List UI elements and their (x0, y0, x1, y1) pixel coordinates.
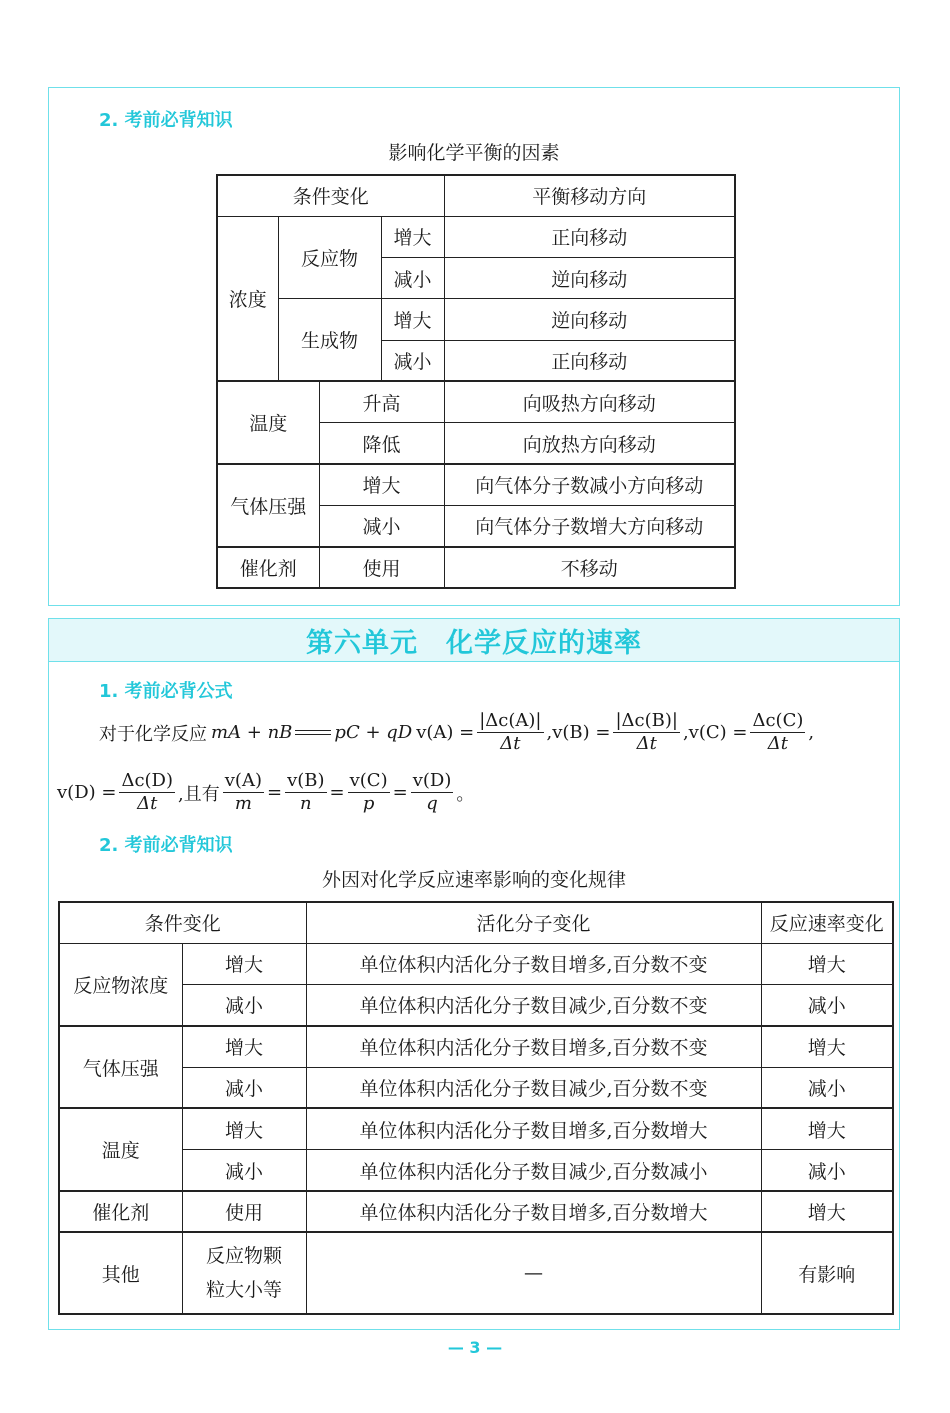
rate-label-a: v(A) = (416, 722, 475, 743)
ratio-a (223, 771, 264, 814)
numerator: Δc(D) (121, 770, 174, 791)
equilibrium-factors-table (216, 174, 736, 589)
fraction-rate-c (750, 711, 805, 754)
rate-cell: 增大 (761, 943, 893, 984)
header-cell: 平衡移动方向 (444, 175, 735, 216)
condition-cell: 减小 (182, 1067, 306, 1108)
unit-header (49, 619, 899, 662)
fraction-rate-d (119, 771, 175, 814)
result-cell: 不移动 (444, 547, 735, 588)
rate-formula-line1 (99, 711, 814, 754)
and-text: ,且有 (178, 783, 220, 805)
table-row (59, 1191, 893, 1232)
condition-cell: 减小 (182, 1150, 306, 1191)
condition-cell: 使用 (182, 1191, 306, 1232)
result-cell: 逆向移动 (444, 299, 735, 340)
table-row (217, 381, 735, 422)
table-row (59, 1232, 893, 1314)
numerator: v(B) (287, 770, 325, 791)
header-cell: 反应速率变化 (761, 902, 893, 943)
change-cell: 单位体积内活化分子数目增多,百分数增大 (306, 1108, 761, 1149)
subgroup-label: 反应物 (278, 216, 381, 299)
condition-cell: 减小 (319, 505, 444, 546)
numerator: v(D) (412, 770, 452, 791)
denominator: n (299, 793, 312, 814)
ratio-d (411, 771, 454, 814)
rate-label-d: v(D) = (57, 782, 117, 803)
group-label: 温度 (217, 381, 319, 464)
rate-cell: 减小 (761, 1150, 893, 1191)
result-cell: 向气体分子数增大方向移动 (444, 505, 735, 546)
rate-cell: 增大 (761, 1191, 893, 1232)
denominator: Δt (500, 733, 521, 754)
denominator: p (362, 793, 375, 814)
group-label: 气体压强 (217, 464, 319, 547)
change-cell: — (306, 1232, 761, 1314)
table-row (59, 1067, 893, 1108)
table-row (217, 299, 735, 340)
condition-cell: 增大 (182, 943, 306, 984)
change-cell: 单位体积内活化分子数目增多,百分数不变 (306, 943, 761, 984)
equals: = (392, 782, 408, 803)
denominator: m (234, 793, 252, 814)
table-header-row (59, 902, 893, 943)
numerator: |Δc(A)| (479, 710, 542, 731)
formula-prefix: 对于化学反应 (99, 723, 207, 745)
condition-cell: 使用 (319, 547, 444, 588)
group-label: 浓度 (217, 216, 278, 381)
change-cell: 单位体积内活化分子数目增多,百分数不变 (306, 1026, 761, 1067)
equals: = (266, 782, 283, 803)
page-number: — 3 — (447, 1338, 503, 1357)
condition-cell: 降低 (319, 423, 444, 464)
table-row (59, 985, 893, 1026)
section-title: 2. 考前必背知识 (99, 835, 233, 856)
group-label: 其他 (59, 1232, 182, 1314)
equilibrium-equals-sign (295, 730, 331, 735)
table-caption: 外因对化学反应速率影响的变化规律 (321, 869, 626, 891)
section-title: 1. 考前必背公式 (99, 681, 233, 702)
table-row (59, 1108, 893, 1149)
table-caption: 影响化学平衡的因素 (388, 142, 560, 164)
change-cell: 单位体积内活化分子数目减少,百分数不变 (306, 985, 761, 1026)
group-label: 催化剂 (217, 547, 319, 588)
unit-number: 第六单元 (306, 627, 418, 659)
change-cell: 单位体积内活化分子数目减少,百分数不变 (306, 1067, 761, 1108)
equals: = (329, 782, 345, 803)
section-title: 2. 考前必背知识 (99, 110, 233, 131)
group-label: 反应物浓度 (59, 943, 182, 1026)
table-row (59, 1150, 893, 1191)
rate-formula-line2 (57, 771, 474, 814)
numerator: |Δc(B)| (615, 710, 678, 731)
rate-cell: 有影响 (761, 1232, 893, 1314)
section-box-equilibrium (48, 87, 900, 606)
condition-cell: 增大 (182, 1026, 306, 1067)
unit-title: 化学反应的速率 (446, 627, 642, 659)
rate-cell: 减小 (761, 985, 893, 1026)
result-cell: 逆向移动 (444, 258, 735, 299)
condition-cell: 减小 (381, 258, 444, 299)
comma: , (808, 722, 815, 743)
denominator: Δt (767, 733, 789, 754)
reaction-left: mA + nB (211, 722, 293, 743)
table-row (59, 943, 893, 984)
table-row (217, 547, 735, 588)
rate-label-c: ,v(C) = (682, 722, 748, 743)
table-row (59, 1026, 893, 1067)
condition-cell: 减小 (182, 985, 306, 1026)
rate-cell: 增大 (761, 1108, 893, 1149)
group-label: 气体压强 (59, 1026, 182, 1109)
group-label: 温度 (59, 1108, 182, 1191)
condition-line: 反应物颗 (206, 1245, 283, 1268)
rate-label-b: ,v(B) = (546, 722, 611, 743)
condition-cell: 增大 (319, 464, 444, 505)
condition-cell: 增大 (381, 216, 444, 257)
denominator: q (426, 793, 438, 814)
fraction-rate-b (613, 711, 679, 754)
header-cell: 条件变化 (217, 175, 444, 216)
rate-cell: 增大 (761, 1026, 893, 1067)
result-cell: 向吸热方向移动 (444, 381, 735, 422)
numerator: Δc(C) (752, 710, 804, 731)
table-row (217, 464, 735, 505)
condition-cell: 升高 (319, 381, 444, 422)
ratio-b (285, 771, 326, 814)
table-header-row (217, 175, 735, 216)
group-label: 催化剂 (59, 1191, 182, 1232)
result-cell: 正向移动 (444, 340, 735, 381)
result-cell: 向气体分子数减小方向移动 (444, 464, 735, 505)
condition-cell: 减小 (381, 340, 444, 381)
period: 。 (456, 783, 475, 805)
change-cell: 单位体积内活化分子数目减少,百分数减小 (306, 1150, 761, 1191)
header-cell: 活化分子变化 (306, 902, 761, 943)
header-cell: 条件变化 (59, 902, 306, 943)
numerator: v(A) (224, 770, 262, 791)
reaction-right: pC + qD (334, 722, 413, 743)
ratio-c (348, 771, 390, 814)
subgroup-label: 生成物 (278, 299, 381, 382)
condition-line: 粒大小等 (206, 1279, 283, 1302)
condition-cell: 增大 (381, 299, 444, 340)
table-row (217, 216, 735, 257)
section-box-reaction-rate (48, 618, 900, 1330)
denominator: Δt (636, 733, 657, 754)
change-cell: 单位体积内活化分子数目增多,百分数增大 (306, 1191, 761, 1232)
fraction-rate-a (477, 711, 543, 754)
result-cell: 正向移动 (444, 216, 735, 257)
condition-cell: 增大 (182, 1108, 306, 1149)
condition-cell (182, 1232, 306, 1314)
result-cell: 向放热方向移动 (444, 423, 735, 464)
rate-cell: 减小 (761, 1067, 893, 1108)
numerator: v(C) (349, 770, 388, 791)
rate-factors-table (58, 901, 894, 1315)
denominator: Δt (137, 793, 158, 814)
